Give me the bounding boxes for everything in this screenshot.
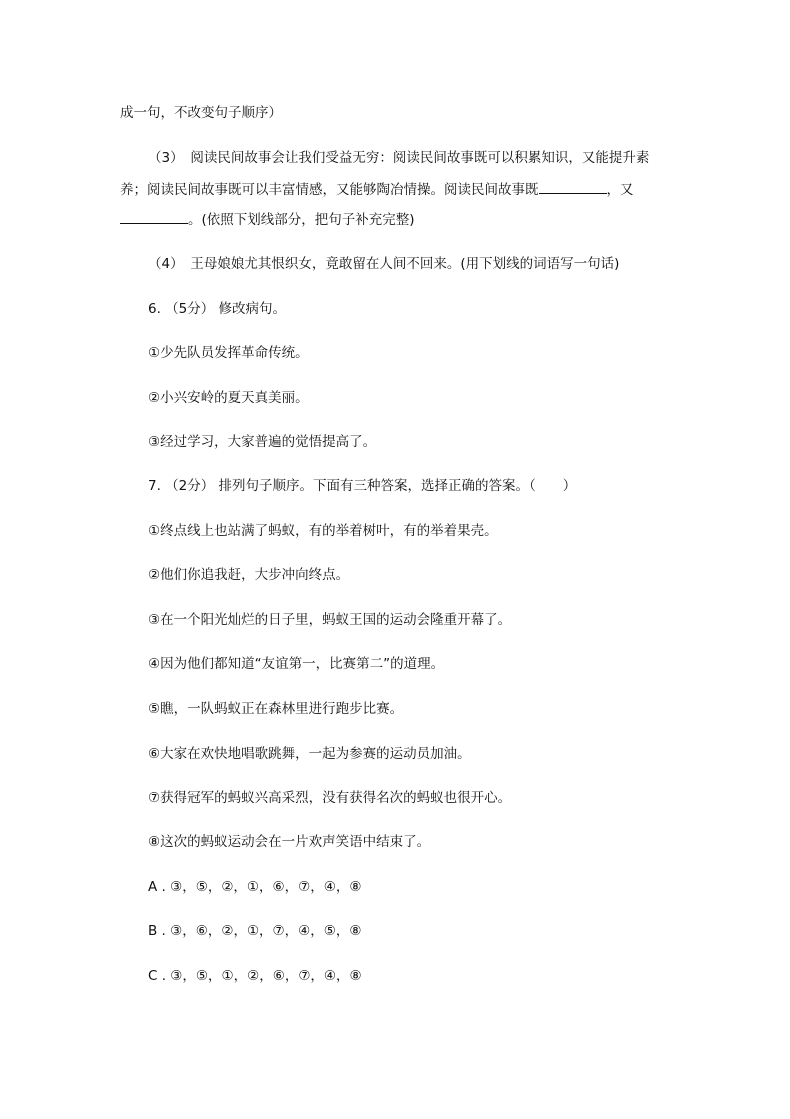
list-item: ⑤瞧，一队蚂蚁正在森林里进行跑步比赛。 <box>148 701 404 717</box>
option-a[interactable]: A . ③，⑤，②，①，⑥，⑦，④，⑧ <box>148 879 362 895</box>
answer-blank[interactable] <box>539 179 607 194</box>
text-line: 成一句，不改变句子顺序） <box>120 105 282 121</box>
text-span: 。(依照下划线部分，把句子补充完整) <box>188 212 415 228</box>
question-3-text <box>120 209 415 230</box>
list-item: ⑥大家在欢快地唱歌跳舞，一起为参赛的运动员加油。 <box>148 746 471 762</box>
list-item: ③在一个阳光灿烂的日子里，蚂蚁王国的运动会隆重开幕了。 <box>148 612 512 628</box>
question-3-text <box>120 179 634 200</box>
list-item: ①终点线上也站满了蚂蚁，有的举着树叶，有的举着果壳。 <box>148 523 498 539</box>
list-item: ⑧这次的蚂蚁运动会在一片欢声笑语中结束了。 <box>148 834 431 850</box>
text-span: 养；阅读民间故事既可以丰富情感，又能够陶冶情操。阅读民间故事既 <box>120 182 539 198</box>
list-item: ②他们你追我赶，大步冲向终点。 <box>148 567 350 583</box>
question-4-text: （4） 王母娘娘尤其恨织女，竟敢留在人间不回来。(用下划线的词语写一句话) <box>148 256 620 272</box>
list-item: ④因为他们都知道“友谊第一，比赛第二”的道理。 <box>148 656 445 672</box>
list-item: ③经过学习，大家普遍的觉悟提高了。 <box>148 434 377 450</box>
question-7-title: 7. （2分） 排列句子顺序。下面有三种答案，选择正确的答案。（ ） <box>148 478 577 494</box>
answer-blank[interactable] <box>120 209 188 224</box>
list-item: ⑦获得冠军的蚂蚁兴高采烈，没有获得名次的蚂蚁也很开心。 <box>148 790 512 806</box>
list-item: ①少先队员发挥革命传统。 <box>148 345 309 361</box>
option-b[interactable]: B . ③，⑥，②，①，⑦，④，⑤，⑧ <box>148 923 362 939</box>
question-3-text: （3） 阅读民间故事会让我们受益无穷：阅读民间故事既可以积累知识，又能提升素 <box>148 150 650 166</box>
question-6-title: 6. （5分） 修改病句。 <box>148 301 287 317</box>
option-c[interactable]: C . ③，⑤，①，②，⑥，⑦，④，⑧ <box>148 968 362 984</box>
list-item: ②小兴安岭的夏天真美丽。 <box>148 390 309 406</box>
text-span: ，又 <box>606 182 634 198</box>
